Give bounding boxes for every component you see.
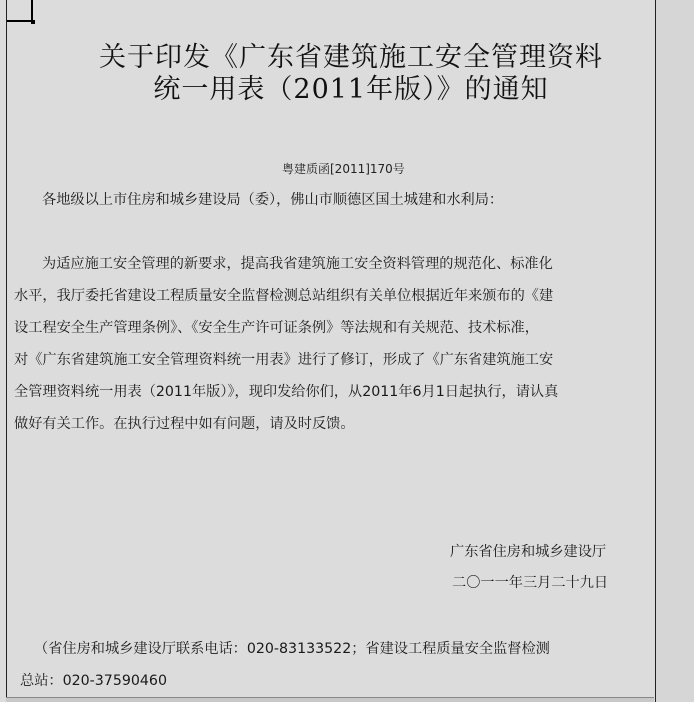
document-number: 粤建质函[2011]170号 bbox=[282, 162, 405, 176]
document-title-line-1: 关于印发《广东省建筑施工安全管理资料 bbox=[99, 42, 603, 73]
contact-line-1: （省住房和城乡建设厅联系电话：020-83133522；省建设工程质量安全监督检测 bbox=[34, 641, 550, 657]
body-line-3: 设工程安全生产管理条例》、《安全生产许可证条例》等法规和有关规范、技术标准， bbox=[14, 320, 539, 336]
body-line-6: 做好有关工作。在执行过程中如有问题，请及时反馈。 bbox=[14, 416, 355, 432]
contact-line-2: 总站：020-37590460 bbox=[20, 673, 167, 689]
bottom-edge bbox=[6, 697, 654, 702]
signature-date: 二〇一一年三月二十九日 bbox=[452, 575, 609, 591]
body-line-5: 全管理资料统一用表（2011年版）》，现印发给你们，从2011年6月1日起执行，请认真 bbox=[14, 384, 559, 400]
document-title-line-2: 统一用表（2011年版）》的通知 bbox=[153, 74, 549, 105]
body-line-1: 为适应施工安全管理的新要求，提高我省建筑施工安全资料管理的规范化、标准化 bbox=[42, 256, 553, 272]
body-line-4: 对《广东省建筑施工安全管理资料统一用表》进行了修订，形成了《广东省建筑施工安 bbox=[14, 352, 554, 368]
corner-marker bbox=[7, 0, 33, 22]
recipient-line: 各地级以上市住房和城乡建设局（委），佛山市顺德区国土城建和水利局： bbox=[42, 192, 504, 208]
body-line-2: 水平，我厅委托省建设工程质量安全监督检测总站组织有关单位根据近年来颁布的《建 bbox=[14, 288, 554, 304]
signature-organization: 广东省住房和城乡建设厅 bbox=[450, 544, 607, 560]
